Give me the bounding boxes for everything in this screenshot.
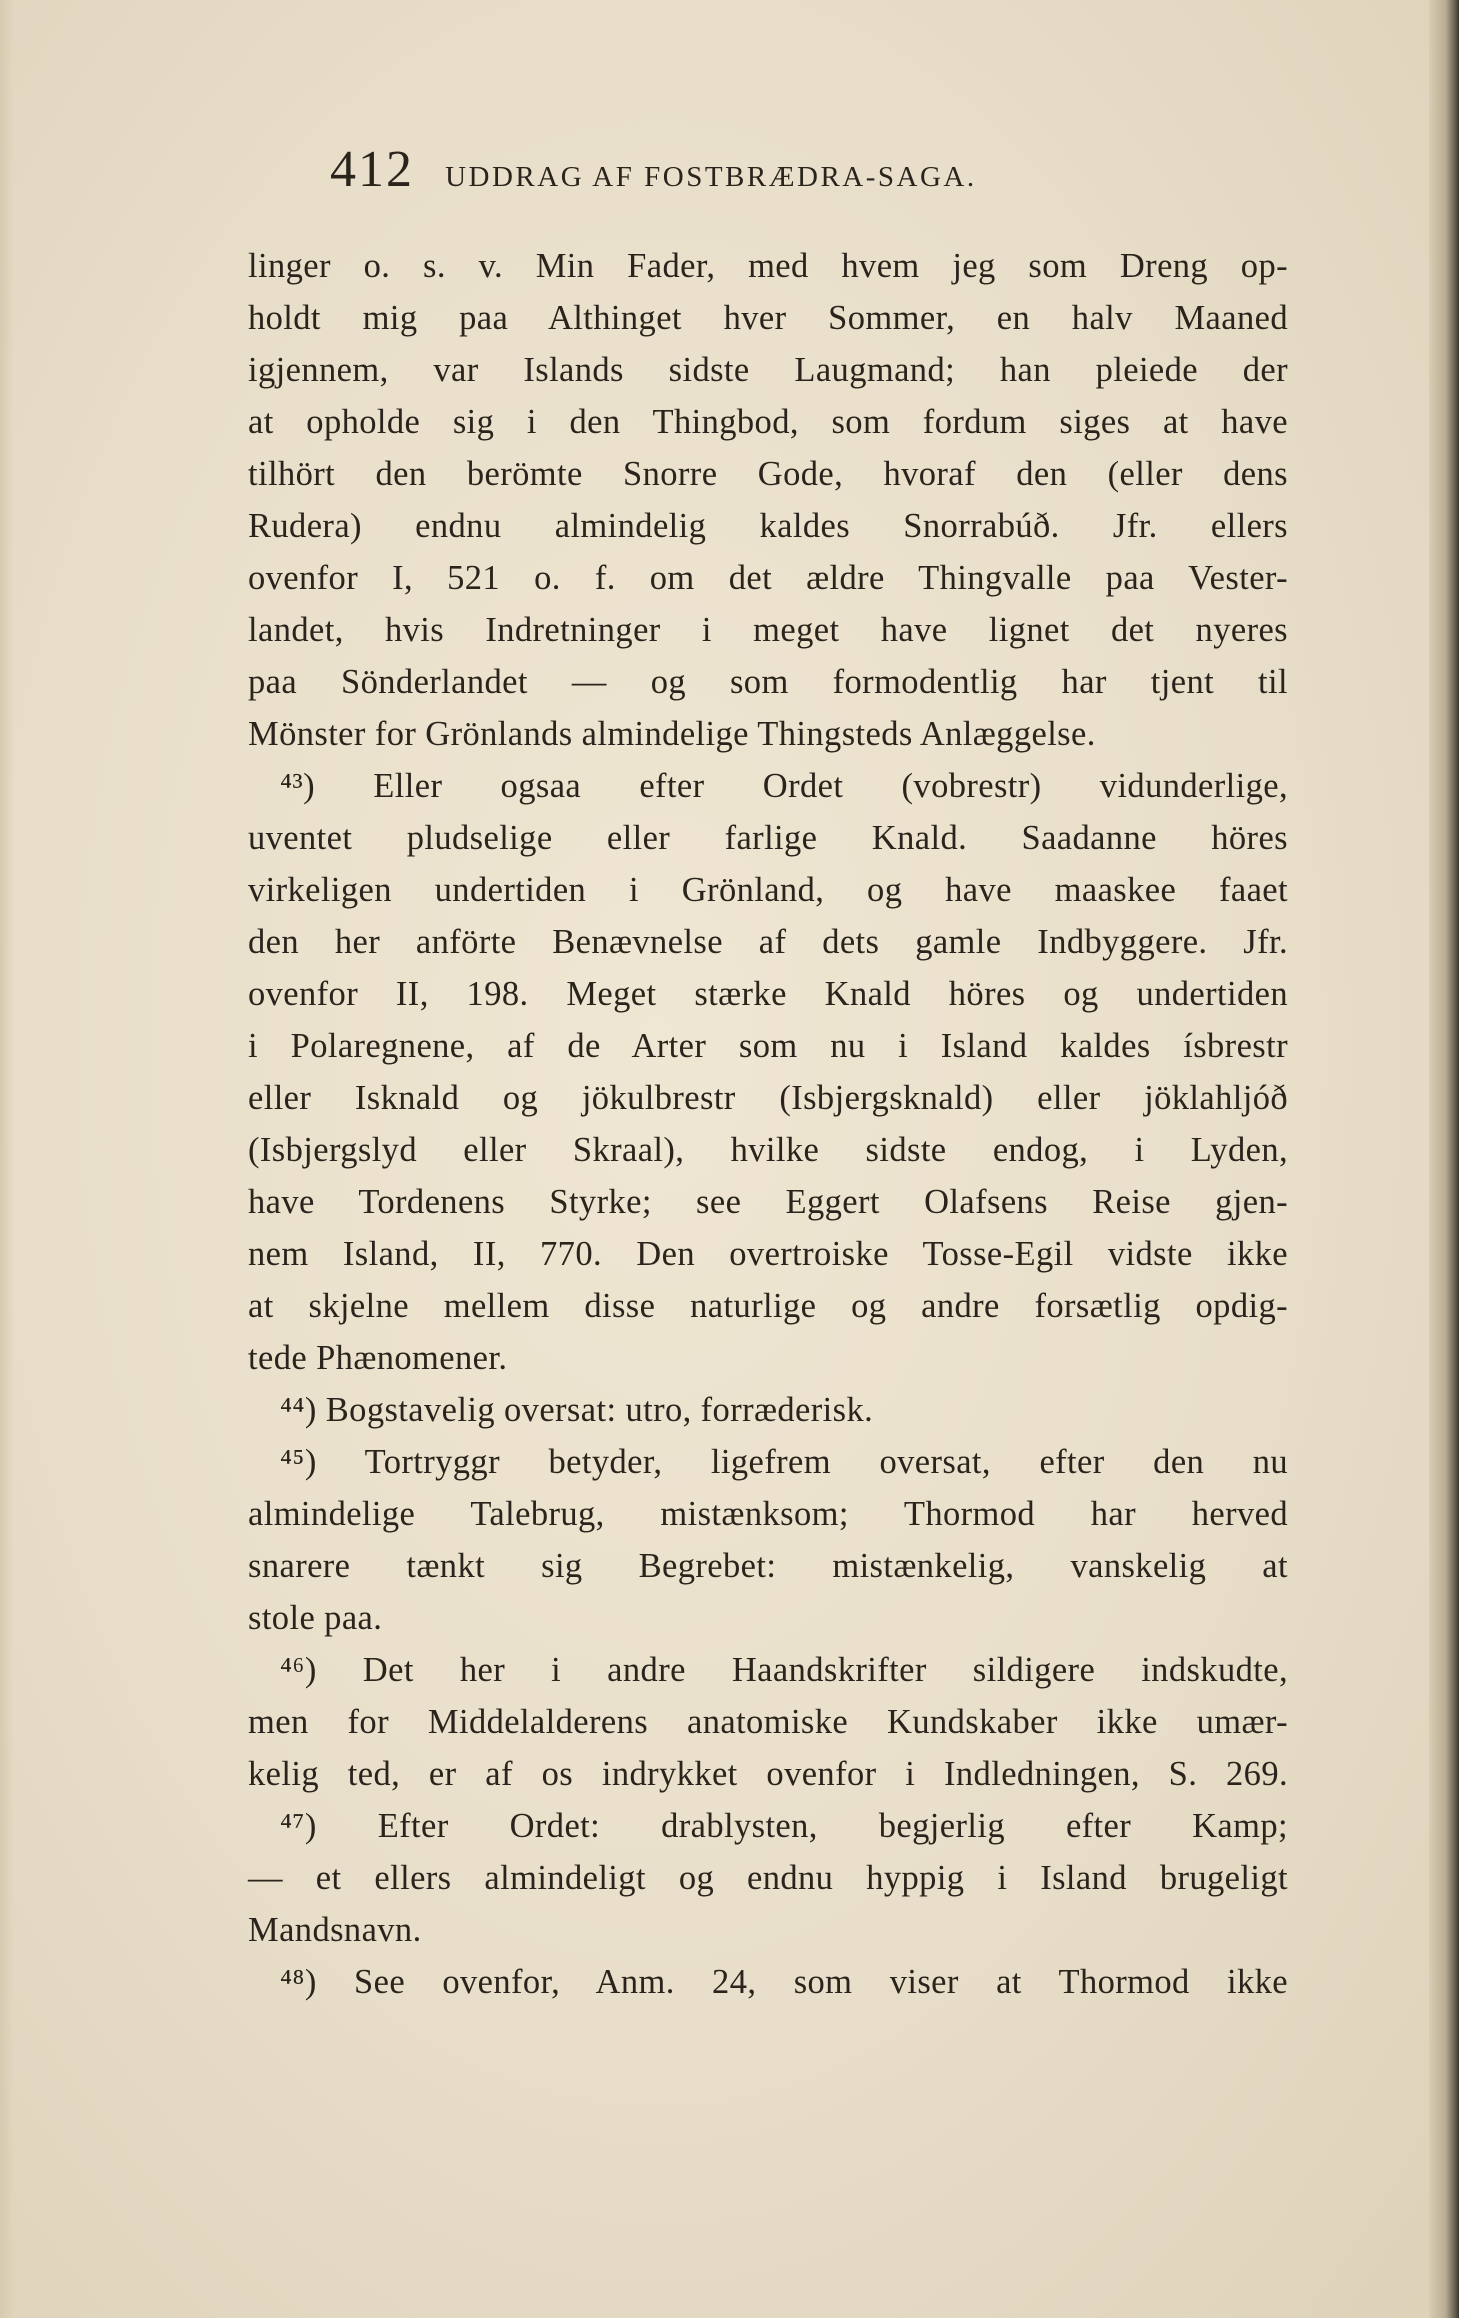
note-46-line: ⁴⁶) Det her i andre Haandskrifter sildigere indskudte, [280,1651,1288,1689]
note-47-line: ⁴⁷) Efter Ordet: drablysten, begjerlig efter Kamp; [280,1807,1288,1845]
text-line: tede Phænomener. [248,1339,508,1377]
text-line: men for Middelalderens anatomiske Kundskaber ikke umær- [248,1703,1288,1741]
text-line: kelig ted, er af os indrykket ovenfor i Indledningen, S. 269. [248,1755,1288,1793]
text-line: linger o. s. v. Min Fader, med hvem jeg som Dreng op- [248,247,1288,285]
text-line: Mönster for Grönlands almindelige Thingsteds Anlæggelse. [248,715,1096,753]
body-text [248,240,1288,2008]
page-header [330,140,1230,204]
text-line: almindelige Talebrug, mistænksom; Thormod har herved [248,1495,1288,1533]
text-line: paa Sönderlandet — og som formodentlig har tjent til [248,663,1288,701]
page-number: 412 [330,141,414,198]
text-line: uventet pludselige eller farlige Knald. Saadanne höres [248,819,1288,857]
text-line: snarere tænkt sig Begrebet: mistænkelig, vanskelig at [248,1547,1288,1585]
text-line: stole paa. [248,1599,383,1637]
note-45-line: ⁴⁵) Tortryggr betyder, ligefrem oversat, efter den nu [280,1443,1288,1481]
text-line: Mandsnavn. [248,1911,422,1949]
page-left-edge [0,0,14,2318]
note-44-line: ⁴⁴) Bogstavelig oversat: utro, forræderisk. [280,1391,874,1429]
text-line: eller Isknald og jökulbrestr (Isbjergsknald) eller jöklahljóð [248,1079,1288,1117]
text-line: tilhört den berömte Snorre Gode, hvoraf den (eller dens [248,455,1288,493]
text-line: virkeligen undertiden i Grönland, og have maaskee faaet [248,871,1288,909]
page-binding-shadow [1429,0,1459,2318]
note-48-line: ⁴⁸) See ovenfor, Anm. 24, som viser at Thormod ikke [280,1963,1288,2001]
text-line: nem Island, II, 770. Den overtroiske Tosse-Egil vidste ikke [248,1235,1288,1273]
text-line: (Isbjergslyd eller Skraal), hvilke sidste endog, i Lyden, [248,1131,1288,1169]
text-line: at skjelne mellem disse naturlige og andre forsætlig opdig- [248,1287,1288,1325]
text-line: igjennem, var Islands sidste Laugmand; han pleiede der [248,351,1288,389]
text-line: holdt mig paa Althinget hver Sommer, en halv Maaned [248,299,1288,337]
text-line: i Polaregnene, af de Arter som nu i Island kaldes ísbrestr [248,1027,1288,1065]
text-line: ovenfor I, 521 o. f. om det ældre Thingvalle paa Vester- [248,559,1288,597]
text-line: landet, hvis Indretninger i meget have lignet det nyeres [248,611,1288,649]
text-line: Rudera) endnu almindelig kaldes Snorrabúð. Jfr. ellers [248,507,1288,545]
running-title: UDDRAG AF FOSTBRÆDRA-SAGA. [445,161,977,193]
text-line: have Tordenens Styrke; see Eggert Olafsens Reise gjen- [248,1183,1288,1221]
text-line: — et ellers almindeligt og endnu hyppig i Island brugeligt [248,1859,1288,1897]
note-43-line: ⁴³) Eller ogsaa efter Ordet (vobrestr) vidunderlige, [280,767,1288,805]
text-line: ovenfor II, 198. Meget stærke Knald höres og undertiden [248,975,1288,1013]
text-line: den her anförte Benævnelse af dets gamle Indbyggere. Jfr. [248,923,1288,961]
text-line: at opholde sig i den Thingbod, som fordum siges at have [248,403,1288,441]
